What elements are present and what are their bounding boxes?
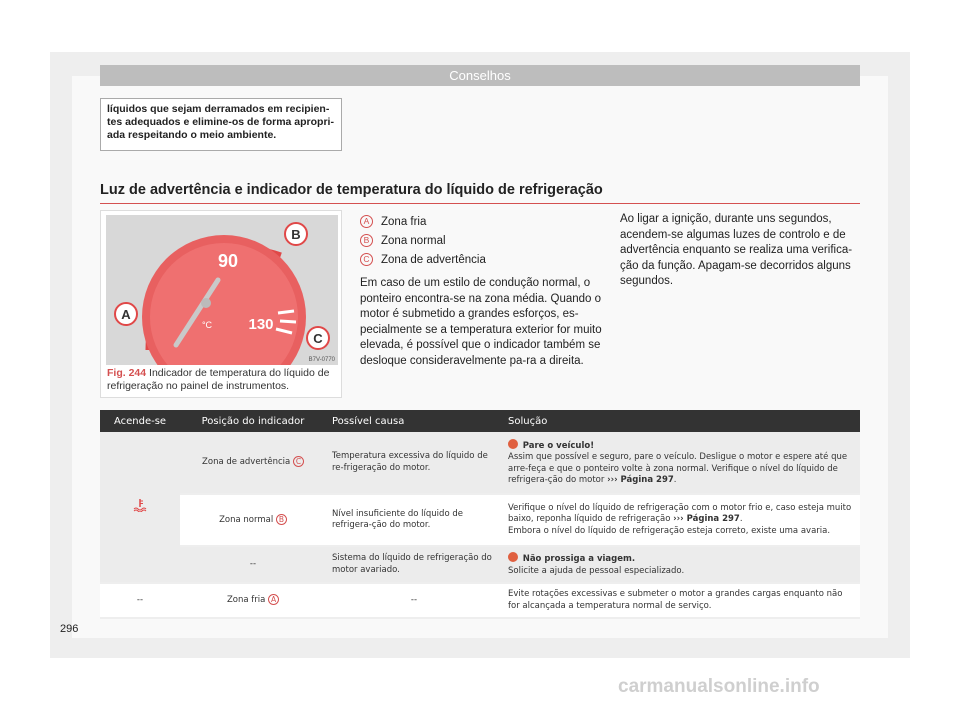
figure-code: B7V-0770 [308,357,335,363]
cause-cell: Temperatura excessiva do líquido de re-frigeração do motor. [326,432,502,494]
solution-cell [502,432,860,494]
solution-text: Assim que possível e seguro, pare o veículo. Desligue o motor e espere até que arre-feça e que o ponteiro volte à zona normal. Verifique o nível do líquido de refrigera-ção do motor [508,452,848,485]
solution-cell [502,546,860,583]
position-cell [180,432,326,494]
position-key: B [276,514,287,525]
marker-a-label: A [121,307,131,322]
col-header-solution: Solução [502,410,860,432]
cause-cell: Sistema do líquido de refrigeração do motor avariado. [326,546,502,583]
position-key: C [293,456,304,467]
table-row [100,546,860,583]
solution-heading: Não prossiga a viagem. [522,554,636,564]
position-cell: -- [180,546,326,583]
figure [100,210,342,398]
paragraph-ignition: Ao ligar a ignição, durante uns segundos, acendem-se algumas luzes de controlo e de advertência enquanto se realiza uma verifica-ção da função. Apagam-se decorridos alguns segundos. [620,213,853,287]
legend-label: Zona fria [381,215,427,228]
table-header-row [100,410,860,432]
page-header: Conselhos [100,65,860,86]
lights-cell: -- [100,583,180,618]
title-rule [100,203,860,204]
table-row [100,494,860,546]
page-reference: ››› Página 297 [607,475,674,485]
position-cell [180,494,326,546]
solution-text-2: Embora o nível do líquido de refrigeração esteja correto, existe uma avaria. [508,525,831,536]
gauge-unit: °C [201,320,213,330]
gauge-illustration [106,215,338,365]
watermark: carmanualsonline.info [618,676,820,697]
legend-key: A [360,215,373,228]
warning-table [100,410,860,619]
position-text: Zona de advertência [202,457,291,468]
paragraph-driving: Em caso de um estilo de condução normal, o ponteiro encontra-se na zona média. Quando o motor é submetido a grandes esforços, es-pecialmente se a temperatura exterior for muito elevada, é possível que o indicador também se desloque consideravelmente pa-ra a direita. [360,277,602,367]
solution-heading: Pare o veículo! [522,440,595,451]
legend-item-a [360,212,600,231]
position-text: Zona fria [226,595,266,606]
legend-label: Zona de advertência [381,253,486,266]
cause-cell: Nível insuficiente do líquido de refrigera-ção do motor. [326,494,502,546]
position-cell [180,583,326,618]
page-reference: ››› Página 297 [673,514,740,525]
warning-icon [508,552,518,562]
figure-caption-text: Indicador de temperatura do líquido de refrigeração no painel de instrumentos. [107,367,330,392]
marker-c-label: C [313,331,323,346]
col-header-position: Posição do indicador [180,410,326,432]
table-row [100,432,860,494]
solution-cell [502,494,860,546]
solution-end: . [739,514,743,525]
legend-item-b [360,231,600,250]
warning-icon [508,439,518,449]
legend [360,212,600,269]
solution-text: Verifique o nível do líquido de refrigeração com o motor frio e, caso esteja muito baixo, reponha líquido de refrigeração [508,502,852,525]
legend-item-c [360,250,600,269]
figure-number: Fig. 244 [107,367,147,379]
legend-label: Zona normal [381,234,446,247]
position-text: Zona normal [219,514,274,525]
marker-b-label: B [291,227,301,242]
legend-key: B [360,234,373,247]
position-key: A [268,594,279,605]
coolant-temperature-icon [133,498,147,512]
page-number: 296 [60,623,79,635]
col-header-lights: Acende-se [100,410,180,432]
gauge-label-130: 130 [248,316,274,333]
col-header-cause: Possível causa [326,410,502,432]
gauge-label-90: 90 [217,251,239,271]
figure-caption [107,367,339,393]
section-title: Luz de advertência e indicador de temperatura do líquido de refrigeração [100,182,603,198]
cause-cell: -- [326,583,502,618]
solution-cell: Evite rotações excessivas e submeter o motor a grandes cargas enquanto não for alcançada a temperatura normal de serviço. [502,583,860,618]
legend-key: C [360,253,373,266]
solution-text: Solicite a ajuda de pessoal especializado. [508,565,685,576]
solution-end: . [673,475,677,485]
note-box: líquidos que sejam derramados em recipien-tes adequados e elimine-os de forma apropri-ada respeitando o meio ambiente. [100,98,342,151]
coolant-symbol-cell [100,432,180,583]
table-row [100,583,860,618]
